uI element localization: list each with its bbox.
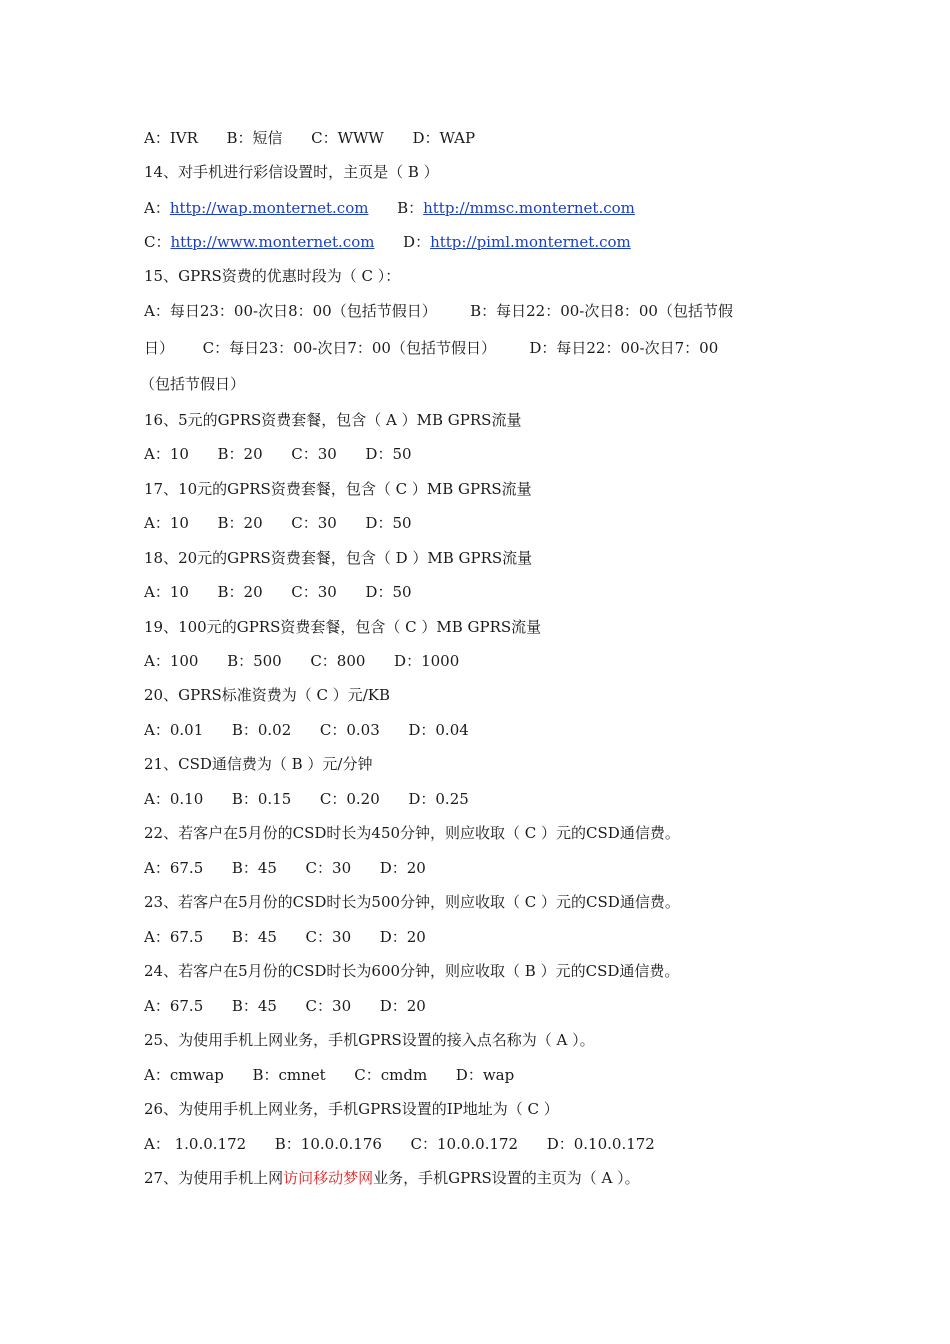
question-23: 23、若客户在5月份的CSD时长为500分钟，则应收取（ C ）元的CSD通信费。 <box>144 893 680 911</box>
options-line-16: A：10 B：20 C：30 D：50 <box>144 445 412 463</box>
question-22: 22、若客户在5月份的CSD时长为450分钟，则应收取（ C ）元的CSD通信费。 <box>144 824 680 842</box>
highlighted-text: 访问移动梦网 <box>283 1169 374 1187</box>
options-line-26: A： 1.0.0.172 B：10.0.0.176 C：10.0.0.172 D：0.10.0.172 <box>144 1135 655 1153</box>
options-line-20: A：0.01 B：0.02 C：0.03 D：0.04 <box>144 721 469 739</box>
options-line-19: A：100 B：500 C：800 D：1000 <box>144 652 460 670</box>
question-27-prefix: 27、为使用手机上网 <box>144 1169 284 1187</box>
options-line-23: A：67.5 B：45 C：30 D：20 <box>144 928 426 946</box>
options-line-13: A：IVR B：短信 C：WWW D：WAP <box>144 129 476 147</box>
link-wap-monternet[interactable]: http://wap.monternet.com <box>169 199 369 217</box>
question-18: 18、20元的GPRS资费套餐，包含（ D ）MB GPRS流量 <box>144 549 533 567</box>
question-21: 21、CSD通信费为（ B ）元/分钟 <box>144 755 373 773</box>
question-24: 24、若客户在5月份的CSD时长为600分钟，则应收取（ B ）元的CSD通信费。 <box>144 962 680 980</box>
option-label: C： <box>144 233 171 251</box>
question-16: 16、5元的GPRS资费套餐，包含（ A ）MB GPRS流量 <box>144 411 522 429</box>
question-27 <box>144 1168 640 1188</box>
question-14: 14、对手机进行彩信设置时，主页是（ B ） <box>144 163 439 181</box>
options-line-25: A：cmwap B：cmnet C：cmdm D：wap <box>144 1066 515 1084</box>
options-line-17: A：10 B：20 C：30 D：50 <box>144 514 412 532</box>
options-line-21: A：0.10 B：0.15 C：0.20 D：0.25 <box>144 790 469 808</box>
options-line-24: A：67.5 B：45 C：30 D：20 <box>144 997 426 1015</box>
question-15: 15、GPRS资费的优惠时段为（ C ）： <box>144 267 401 285</box>
question-26: 26、为使用手机上网业务，手机GPRS设置的IP地址为（ C ） <box>144 1100 559 1118</box>
options-line-18: A：10 B：20 C：30 D：50 <box>144 583 412 601</box>
option-label: B： <box>368 199 424 217</box>
question-19: 19、100元的GPRS资费套餐，包含（ C ）MB GPRS流量 <box>144 618 542 636</box>
link-mmsc-monternet[interactable]: http://mmsc.monternet.com <box>423 199 635 217</box>
options-line-15a: A：每日23：00-次日8：00（包括节假日） B：每日22：00-次日8：00（包括节假 <box>144 302 733 320</box>
options-line-15b: 日） C：每日23：00-次日7：00（包括节假日） D：每日22：00-次日7：00 <box>144 339 719 357</box>
option-label: A： <box>144 199 170 217</box>
option-label: D： <box>374 233 431 251</box>
options-line-14-ab <box>144 198 635 218</box>
question-27-suffix: 业务，手机GPRS设置的主页为（ A ）。 <box>373 1169 640 1187</box>
link-piml-monternet[interactable]: http://piml.monternet.com <box>430 233 631 251</box>
options-line-14-cd <box>144 232 631 252</box>
options-line-15c: （包括节假日） <box>140 375 246 393</box>
options-line-22: A：67.5 B：45 C：30 D：20 <box>144 859 426 877</box>
question-17: 17、10元的GPRS资费套餐，包含（ C ）MB GPRS流量 <box>144 480 532 498</box>
question-25: 25、为使用手机上网业务，手机GPRS设置的接入点名称为（ A ）。 <box>144 1031 595 1049</box>
link-www-monternet[interactable]: http://www.monternet.com <box>170 233 375 251</box>
question-20: 20、GPRS标准资费为（ C ）元/KB <box>144 686 391 704</box>
